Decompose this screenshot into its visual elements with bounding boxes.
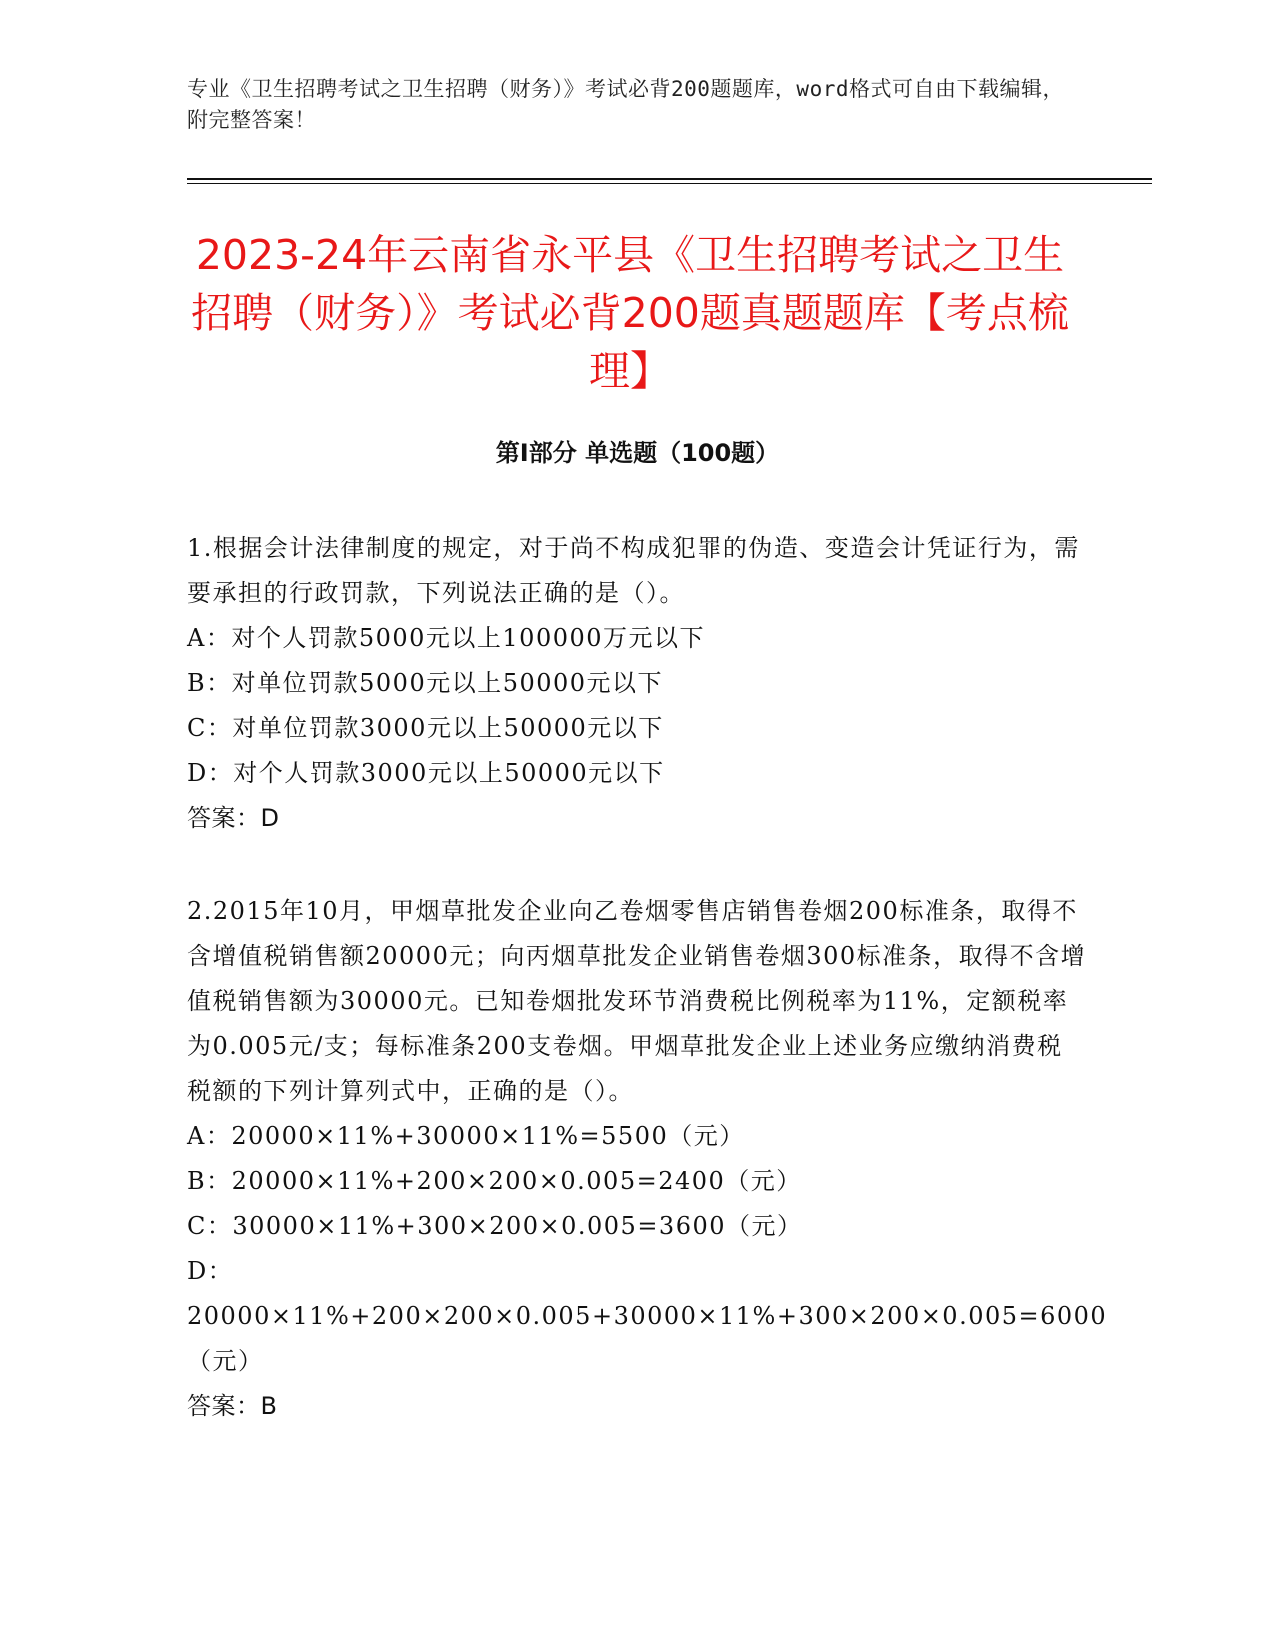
header-note: 专业《卫生招聘考试之卫生招聘（财务）》考试必背200题题库，word格式可自由下载编辑，附完整答案！ — [187, 77, 1064, 132]
answer-label: 答案：D — [187, 804, 280, 832]
question-item — [187, 889, 1108, 1429]
option-c: C：对单位罚款3000元以上50000元以下 — [187, 714, 664, 742]
option-b: B：对单位罚款5000元以上50000元以下 — [187, 669, 664, 697]
option-d: D：20000×11%+200×200×0.005+30000×11%+300×200×0.005=6000（元） — [187, 1257, 1108, 1375]
header-divider-thin — [187, 183, 1152, 184]
question-item — [187, 526, 1087, 841]
question-stem: 1.根据会计法律制度的规定，对于尚不构成犯罪的伪造、变造会计凭证行为，需要承担的行政罚款，下列说法正确的是（）。 — [187, 534, 1080, 607]
header-divider-thick — [187, 178, 1152, 180]
question-stem: 2.2015年10月，甲烟草批发企业向乙卷烟零售店销售卷烟200标准条，取得不含增值税销售额20000元；向丙烟草批发企业销售卷烟300标准条，取得不含增值税销售额为30000元。已知卷烟批发环节消费税比例税率为11%，定额税率为0.005元/支；每标准条200支卷烟。甲烟草批发企业上述业务应缴纳消费税税额的下列计算列式中，正确的是（）。 — [187, 897, 1087, 1105]
answer-label: 答案：B — [187, 1392, 278, 1420]
option-c: C：30000×11%+300×200×0.005=3600（元） — [187, 1212, 803, 1240]
section-heading: 第Ⅰ部分 单选题（100题） — [495, 439, 780, 467]
option-a: A：对个人罚款5000元以上100000万元以下 — [187, 624, 706, 652]
option-d: D：对个人罚款3000元以上50000元以下 — [187, 759, 665, 787]
option-b: B：20000×11%+200×200×0.005=2400（元） — [187, 1167, 802, 1195]
document-title: 2023-24年云南省永平县《卫生招聘考试之卫生招聘（财务）》考试必背200题真题题库【考点梳理】 — [191, 231, 1069, 395]
option-a: A：20000×11%+30000×11%=5500（元） — [187, 1122, 745, 1150]
